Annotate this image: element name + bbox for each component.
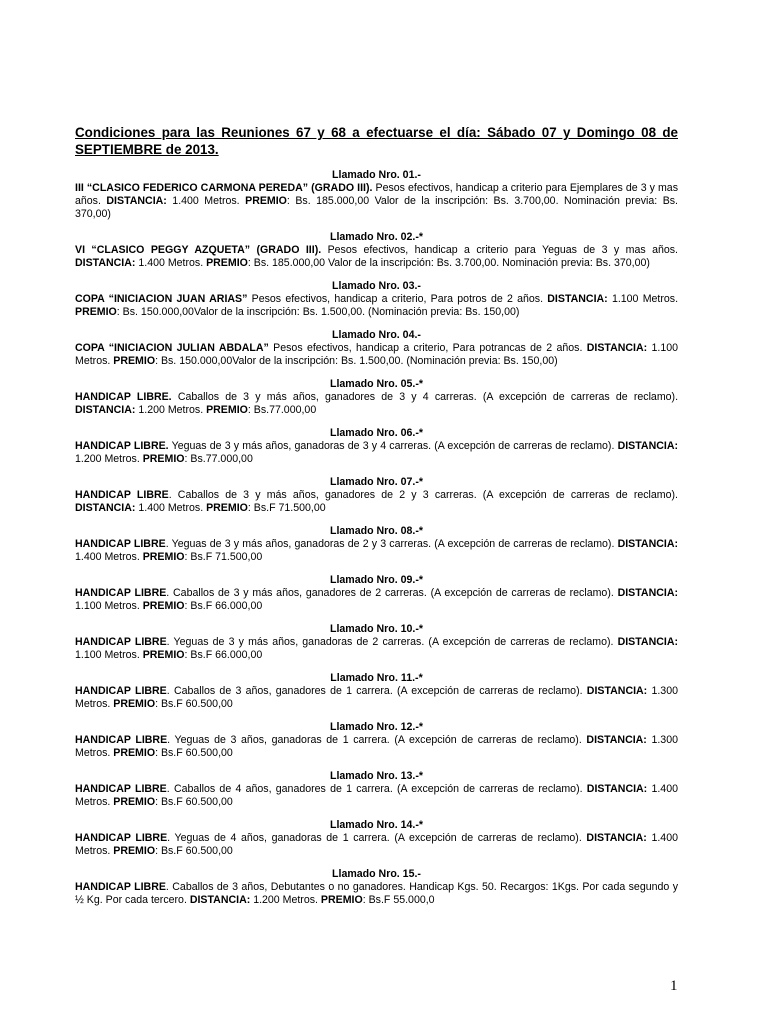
bold-text: HANDICAP LIBRE [75,538,166,550]
bold-text: HANDICAP LIBRE. [75,440,169,452]
bold-text: DISTANCIA: [75,502,136,514]
body-text: Pesos efectivos, handicap a criterio, Para potrancas de 2 años. [268,342,587,354]
body-text: . Yeguas de 4 años, ganadoras de 1 carrera. (A excepción de carreras de reclamo). [167,832,587,844]
llamado-section [75,169,678,221]
llamado-title: Llamado Nro. 14.-* [329,819,423,831]
body-text: : Bs.F 66.000,00 [184,649,263,661]
bold-text: DISTANCIA: [586,685,648,697]
llamado-section [75,623,678,662]
body-text: : Bs.77.000,00 [247,404,317,416]
bold-text: PREMIO [206,502,248,514]
body-text: 1.100 Metros. [607,293,679,305]
body-text: 1.400 Metros. [166,195,246,207]
bold-text: HANDICAP LIBRE [75,881,166,893]
document-title: Condiciones para las Reuniones 67 y 68 a efectuarse el día: Sábado 07 y Domingo 08 de SEPTIEMBRE de 2013. [75,125,678,157]
llamado-title: Llamado Nro. 10.-* [329,623,423,635]
body-text: . Yeguas de 3 y más años, ganadoras de 2 carreras. (A excepción de carreras de reclamo). [166,636,618,648]
body-text: 1.100 Metros. [75,600,143,612]
bold-text: PREMIO [320,894,363,906]
llamado-body [75,538,678,564]
bold-text: DISTANCIA: [189,894,251,906]
llamado-section [75,378,678,417]
llamado-title: Llamado Nro. 15.- [332,868,421,880]
bold-text: PREMIO [75,306,117,318]
body-text: : Bs. 150.000,00Valor de la inscripción: Bs. 1.500,00. (Nominación previa: Bs. 150,00) [116,306,520,318]
llamado-body [75,391,678,417]
bold-text: III “CLASICO FEDERICO CARMONA PEREDA” (GRADO III). [75,182,373,194]
llamado-body [75,587,678,613]
llamado-section [75,574,678,613]
llamado-title: Llamado Nro. 03.- [332,280,421,292]
body-text: : Bs.F 60.500,00 [155,747,233,759]
body-text: 1.100 Metros. [75,649,143,661]
body-text: Yeguas de 3 y más años, ganadoras de 3 y 4 carreras. (A excepción de carreras de reclamo). [168,440,618,452]
body-text: 1.300 Metros. [75,734,678,759]
llamado-section [75,231,678,270]
body-text: : Bs. 150.000,00Valor de la inscripción: Bs. 1.500,00. (Nominación previa: Bs. 150,00) [155,355,558,367]
body-text: 1.400 Metros. [135,257,207,269]
bold-text: HANDICAP LIBRE [75,636,167,648]
bold-text: PREMIO [206,404,248,416]
body-text: : Bs.F 60.500,00 [155,845,233,857]
llamado-body [75,440,678,466]
bold-text: DISTANCIA: [75,257,136,269]
llamado-title: Llamado Nro. 02.-* [329,231,423,243]
llamado-section [75,770,678,809]
llamado-body [75,685,678,711]
llamado-body [75,342,678,368]
bold-text: HANDICAP LIBRE [75,734,168,746]
llamado-title: Llamado Nro. 01.- [332,169,421,181]
body-text: 1.300 Metros. [75,685,678,710]
bold-text: DISTANCIA: [617,440,678,452]
llamado-section [75,280,678,319]
llamado-title: Llamado Nro. 11.-* [330,672,423,684]
bold-text: DISTANCIA: [617,538,678,550]
body-text: 1.400 Metros. [135,502,207,514]
bold-text: PREMIO [206,257,248,269]
llamado-section [75,868,678,907]
bold-text: DISTANCIA: [617,636,678,648]
llamado-body [75,636,678,662]
body-text: 1.400 Metros. [75,783,678,808]
llamado-section [75,329,678,368]
bold-text: HANDICAP LIBRE [75,489,169,501]
bold-text: COPA “INICIACION JUAN ARIAS” [75,293,248,305]
bold-text: VI “CLASICO PEGGY AZQUETA” (GRADO III). [75,244,322,256]
body-text: . Caballos de 3 años, Debutantes o no ganadores. Handicap Kgs. 50. Recargos: 1Kgs. Por cada segundo y ½ Kg. Por cada tercero. [75,881,678,906]
body-text: Pesos efectivos, handicap a criterio para Ejemplares de 3 y mas años. [75,182,679,207]
body-text: . Caballos de 3 y más años, ganadores de 2 carreras. (A excepción de carreras de reclamo). [166,587,618,599]
body-text: . Yeguas de 3 años, ganadoras de 1 carrera. (A excepción de carreras de reclamo). [167,734,587,746]
body-text: : Bs.F 66.000,00 [184,600,263,612]
llamado-title: Llamado Nro. 12.-* [329,721,423,733]
bold-text: PREMIO [113,796,156,808]
body-text: Pesos efectivos, handicap a criterio para Yeguas de 3 y mas años. [321,244,679,256]
body-text: Pesos efectivos, handicap a criterio, Para potros de 2 años. [247,293,548,305]
llamados-list [75,169,678,907]
bold-text: HANDICAP LIBRE [75,685,167,697]
llamado-body [75,881,678,907]
body-text: : Bs.F 60.500,00 [155,796,233,808]
llamado-body [75,783,678,809]
bold-text: HANDICAP LIBRE [75,783,167,795]
body-text: Caballos de 3 y más años, ganadores de 3 y 4 carreras. (A excepción de carreras de reclamo). [171,391,679,403]
bold-text: PREMIO [142,600,185,612]
llamado-body [75,244,678,270]
bold-text: PREMIO [142,649,185,661]
body-text: . Caballos de 4 años, ganadores de 1 carrera. (A excepción de carreras de reclamo). [166,783,587,795]
llamado-section [75,819,678,858]
bold-text: DISTANCIA: [586,342,648,354]
bold-text: DISTANCIA: [617,587,678,599]
body-text: : Bs.77.000,00 [184,453,253,465]
body-text: : Bs.F 55.000,0 [362,894,435,906]
body-text: 1.200 Metros. [135,404,207,416]
bold-text: DISTANCIA: [586,734,647,746]
body-text: . Caballos de 3 y más años, ganadores de 2 y 3 carreras. (A excepción de carreras de reclamo). [168,489,678,501]
body-text: . Caballos de 3 años, ganadores de 1 carrera. (A excepción de carreras de reclamo). [166,685,587,697]
llamado-body [75,489,678,515]
page-number: 1 [670,978,678,994]
body-text: : Bs. 185.000,00 Valor de la inscripción: Bs. 3.700,00. Nominación previa: Bs. 370,00) [247,257,650,269]
bold-text: DISTANCIA: [75,404,136,416]
body-text: 1.200 Metros. [250,894,321,906]
bold-text: PREMIO [142,551,185,563]
bold-text: PREMIO [113,698,156,710]
bold-text: HANDICAP LIBRE [75,832,168,844]
llamado-title: Llamado Nro. 06.-* [329,427,423,439]
bold-text: PREMIO [113,355,156,367]
body-text: 1.200 Metros. [75,453,143,465]
body-text: : Bs.F 71.500,00 [184,551,263,563]
llamado-title: Llamado Nro. 07.-* [329,476,423,488]
body-text: 1.400 Metros. [75,551,143,563]
body-text: : Bs.F 71.500,00 [247,502,326,514]
body-text: 1.400 Metros. [75,832,678,857]
bold-text: DISTANCIA: [586,783,648,795]
bold-text: PREMIO [113,747,156,759]
body-text: : Bs.F 60.500,00 [155,698,233,710]
body-text: . Yeguas de 3 y más años, ganadoras de 2 y 3 carreras. (A excepción de carreras de reclamo). [165,538,618,550]
llamado-title: Llamado Nro. 05.-* [329,378,423,390]
llamado-section [75,672,678,711]
llamado-title: Llamado Nro. 04.- [332,329,421,341]
body-text: 1.100 Metros. [75,342,678,367]
bold-text: PREMIO [113,845,156,857]
bold-text: PREMIO [142,453,185,465]
llamado-body [75,182,678,221]
bold-text: DISTANCIA: [586,832,647,844]
llamado-section [75,427,678,466]
llamado-title: Llamado Nro. 08.-* [329,525,423,537]
body-text: : Bs. 185.000,00 Valor de la inscripción: Bs. 3.700,00. Nominación previa: Bs. 370,00) [75,195,679,220]
bold-text: HANDICAP LIBRE. [75,391,172,403]
document-page [75,124,678,917]
llamado-body [75,293,678,319]
llamado-section [75,721,678,760]
llamado-title: Llamado Nro. 13.-* [329,770,423,782]
bold-text: DISTANCIA: [106,195,167,207]
bold-text: DISTANCIA: [547,293,608,305]
llamado-body [75,832,678,858]
llamado-body [75,734,678,760]
llamado-section [75,525,678,564]
llamado-title: Llamado Nro. 09.-* [329,574,423,586]
llamado-section [75,476,678,515]
bold-text: HANDICAP LIBRE [75,587,167,599]
bold-text: COPA “INICIACION JULIAN ABDALA” [75,342,269,354]
bold-text: PREMIO [245,195,287,207]
